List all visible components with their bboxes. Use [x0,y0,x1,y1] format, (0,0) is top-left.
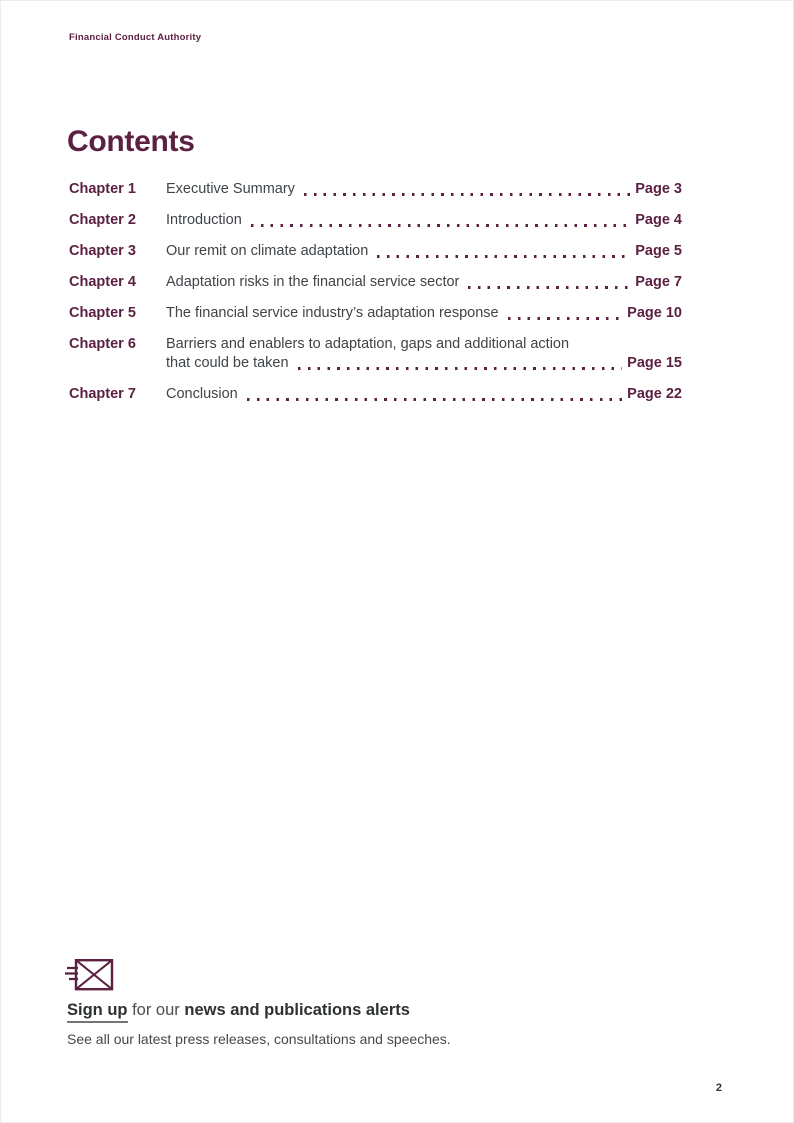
dot-leader [298,367,623,370]
dot-leader [377,255,630,258]
chapter-label: Chapter 4 [69,274,136,290]
dot-leader [508,317,623,320]
chapter-label: Chapter 5 [69,305,136,321]
chapter-title: Introduction [166,212,242,228]
chapter-title: The financial service industry’s adaptation response [166,305,499,321]
toc-row-chapter-6[interactable] [69,335,682,373]
chapter-title: Adaptation risks in the financial service sector [166,274,460,290]
chapter-page: Page 22 [627,386,682,402]
toc-row-chapter-5[interactable] [69,304,682,323]
signup-section [67,958,680,1047]
chapter-page: Page 4 [635,212,682,228]
chapter-label: Chapter 2 [69,212,136,228]
page-title: Contents [67,125,195,158]
chapter-page: Page 10 [627,305,682,321]
chapter-label: Chapter 3 [69,243,136,259]
dot-leader [251,224,630,227]
signup-description: See all our latest press releases, consultations and speeches. [67,1031,451,1047]
chapter-title: Conclusion [166,386,238,402]
table-of-contents [69,180,682,416]
toc-row-chapter-4[interactable] [69,273,682,292]
signup-line [67,998,680,1022]
page-number: 2 [715,1082,722,1094]
chapter-title: Our remit on climate adaptation [166,243,369,259]
toc-row-chapter-3[interactable] [69,242,682,261]
signup-bold-text: news and publications alerts [184,1001,410,1019]
envelope-send-icon [64,958,114,992]
dot-leader [247,398,622,401]
dot-leader [304,193,630,196]
chapter-label: Chapter 6 [69,336,136,352]
toc-row-chapter-1[interactable] [69,180,682,199]
brand-header: Financial Conduct Authority [69,32,202,43]
chapter-page: Page 5 [635,243,682,259]
chapter-title-line-1: Barriers and enablers to adaptation, gaps and additional action [166,336,570,352]
chapter-label: Chapter 7 [69,386,136,402]
chapter-page: Page 7 [635,274,682,290]
signup-link[interactable]: Sign up [67,1001,128,1023]
chapter-page: Page 3 [635,181,682,197]
signup-middle-text: for our [127,1001,185,1019]
toc-row-chapter-7[interactable] [69,385,682,404]
dot-leader [468,286,630,289]
toc-row-chapter-2[interactable] [69,211,682,230]
chapter-title-line-2: that could be taken [166,355,289,371]
chapter-title: Executive Summary [166,181,295,197]
chapter-label: Chapter 1 [69,181,136,197]
chapter-page: Page 15 [627,355,682,371]
